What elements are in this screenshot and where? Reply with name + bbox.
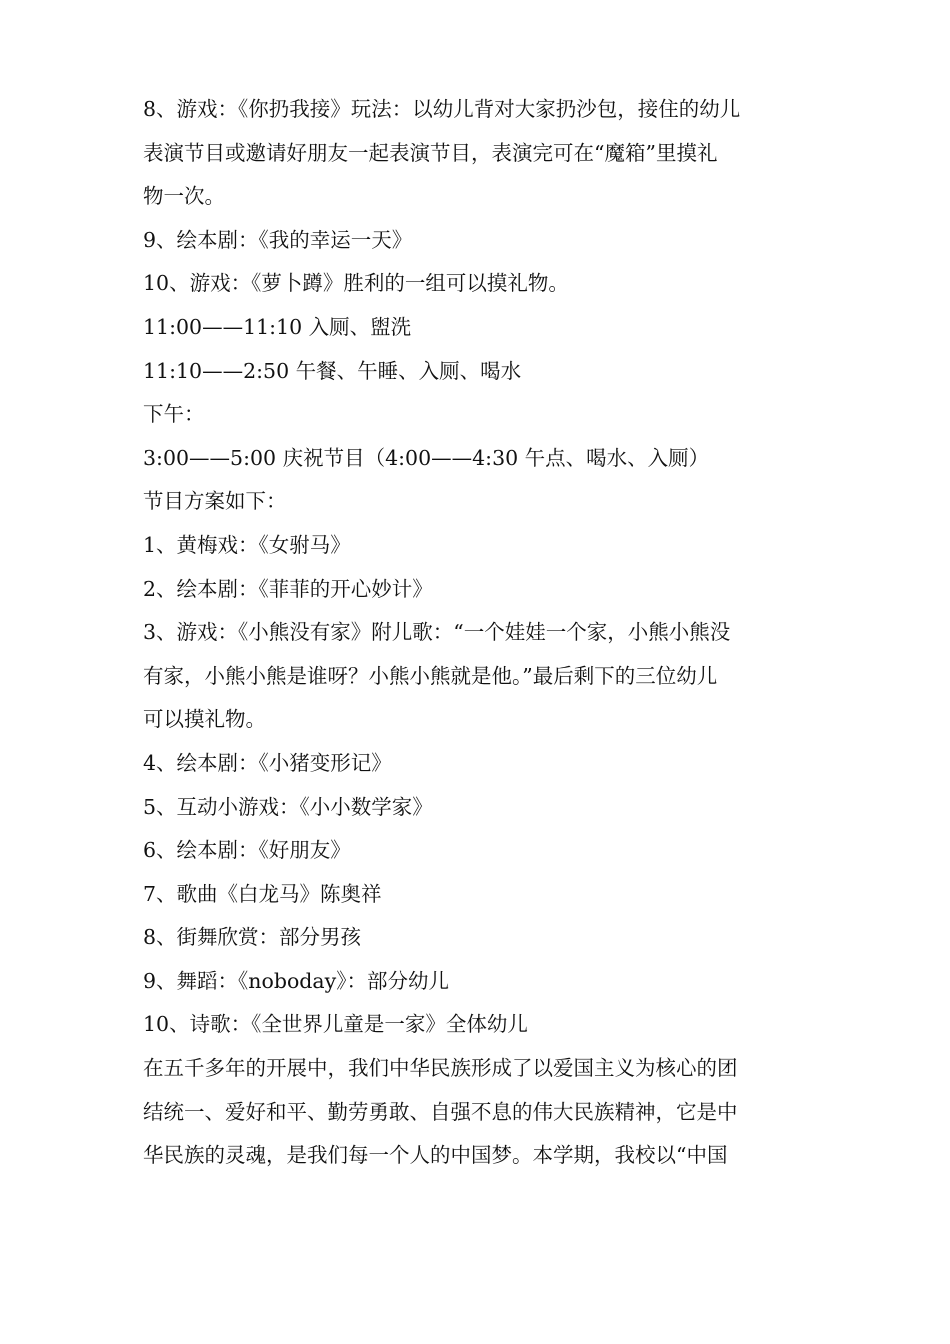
text-line: 华民族的灵魂，是我们每一个人的中国梦。本学期，我校以“中国	[143, 1143, 728, 1168]
text-line: 结统一、爱好和平、勤劳勇敢、自强不息的伟大民族精神，它是中	[143, 1099, 738, 1124]
text-line: 可以摸礼物。	[143, 707, 266, 732]
text-line: 9、舞蹈：《noboday》：部分幼儿	[143, 968, 449, 993]
text-line: 物一次。	[143, 184, 225, 209]
text-line: 3:00——5:00 庆祝节目（4:00——4:30 午点、喝水、入厕）	[143, 445, 710, 470]
text-line: 在五千多年的开展中，我们中华民族形成了以爱国主义为核心的团	[143, 1056, 738, 1081]
text-line: 5、互动小游戏：《小小数学家》	[143, 794, 433, 819]
text-line: 8、游戏：《你扔我接》玩法：以幼儿背对大家扔沙包，接住的幼儿	[143, 97, 741, 121]
text-line: 6、绘本剧：《好朋友》	[143, 838, 351, 863]
text-line: 有家，小熊小熊是谁呀？小熊小熊就是他。”最后剩下的三位幼儿	[143, 663, 718, 688]
text-line: 2、绘本剧：《菲菲的开心妙计》	[143, 576, 433, 601]
text-line: 下午：	[143, 402, 205, 427]
text-line: 7、歌曲《白龙马》陈奥祥	[143, 881, 382, 906]
text-line: 10、诗歌：《全世界儿童是一家》全体幼儿	[143, 1012, 528, 1037]
text-line: 3、游戏：《小熊没有家》附儿歌：“一个娃娃一个家，小熊小熊没	[143, 620, 731, 645]
text-line: 10、游戏：《萝卜蹲》胜利的一组可以摸礼物。	[143, 271, 569, 296]
text-line: 4、绘本剧：《小猪变形记》	[143, 750, 392, 775]
text-line: 1、黄梅戏：《女驸马》	[143, 532, 351, 557]
document-body	[143, 88, 808, 1178]
text-line: 11:10——2:50 午餐、午睡、入厕、喝水	[143, 358, 522, 383]
text-line: 8、街舞欣赏：部分男孩	[143, 925, 362, 950]
text-line: 11:00——11:10 入厕、盥洗	[143, 314, 412, 339]
text-line: 表演节目或邀请好朋友一起表演节目，表演完可在“魔箱”里摸礼	[143, 140, 718, 165]
text-line: 9、绘本剧：《我的幸运一天》	[143, 227, 413, 252]
text-line: 节目方案如下：	[143, 489, 287, 514]
